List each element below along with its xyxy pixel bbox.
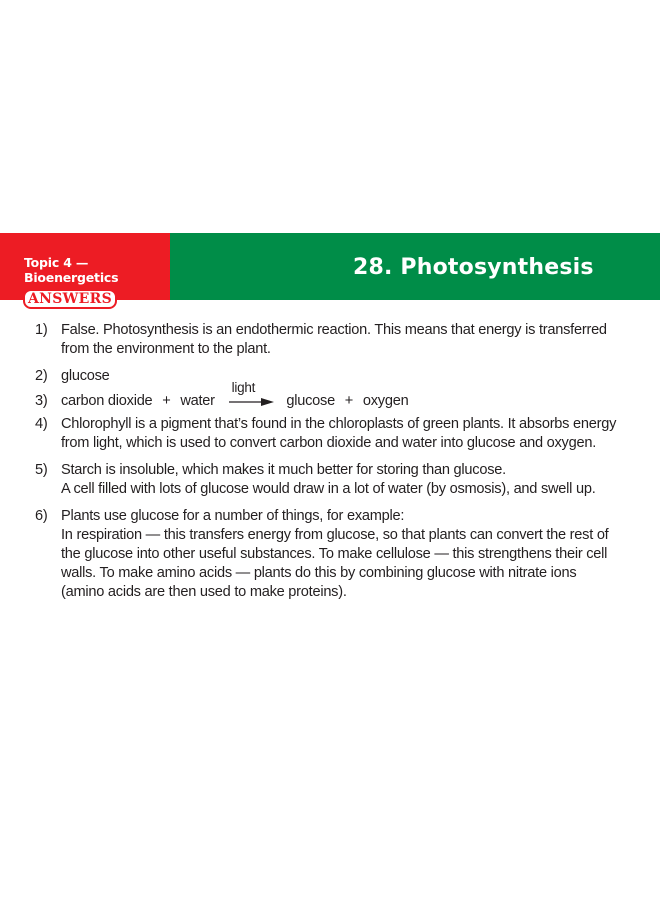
plus-sign: + xyxy=(162,393,171,409)
answers-badge: ANSWERS xyxy=(23,289,117,309)
answer-text-line: A cell filled with lots of glucose would draw in a lot of water (by osmosis), and swell up. xyxy=(61,481,596,497)
reaction-condition: light xyxy=(231,380,256,395)
answer-item-6 xyxy=(0,507,660,602)
answer-item-4 xyxy=(0,415,660,453)
answer-item-2 xyxy=(0,367,660,386)
answer-text-line: Chlorophyll is a pigment that’s found in the chloroplasts of green plants. It absorbs energy xyxy=(61,416,617,432)
reaction-arrow xyxy=(229,380,275,411)
answer-text-line: glucose xyxy=(61,368,110,384)
answer-number: 1) xyxy=(35,322,48,338)
reactant-water: water xyxy=(180,393,215,409)
answer-text-line: the glucose into other useful substances. To make cellulose — this strengthens their cell xyxy=(61,546,608,562)
topic-number: Topic 4 — xyxy=(24,255,89,270)
answer-text-line: In respiration — this transfers energy from glucose, so that plants can convert the rest of xyxy=(61,527,609,543)
answer-text-line: walls. To make amino acids — plants do this by combining glucose with nitrate ions xyxy=(61,565,577,581)
answer-text-line: from light, which is used to convert carbon dioxide and water into glucose and oxygen. xyxy=(61,435,597,451)
answer-number: 4) xyxy=(35,416,48,432)
answer-item-5 xyxy=(0,461,660,499)
answer-number: 2) xyxy=(35,368,48,384)
topic-name: Bioenergetics xyxy=(24,270,119,285)
answer-item-3 xyxy=(0,380,660,411)
answer-item-1 xyxy=(0,321,660,359)
answer-text-line: Plants use glucose for a number of things, for example: xyxy=(61,508,405,524)
plus-sign: + xyxy=(344,393,354,409)
answer-text-line: (amino acids are then used to make proteins). xyxy=(61,584,347,600)
product-glucose: glucose xyxy=(286,393,335,409)
answer-text-line: Starch is insoluble, which makes it much better for storing than glucose. xyxy=(61,462,506,478)
right-arrow-icon xyxy=(229,397,275,407)
word-equation xyxy=(61,380,646,411)
answer-number: 6) xyxy=(35,508,48,524)
answers-list xyxy=(0,321,660,602)
answer-text-line: from the environment to the plant. xyxy=(61,341,271,357)
product-oxygen: oxygen xyxy=(362,393,409,409)
answer-number: 3) xyxy=(35,393,48,409)
title-panel xyxy=(170,233,660,300)
reactant-carbon-dioxide: carbon dioxide xyxy=(61,393,153,409)
topic-label xyxy=(24,255,118,285)
answer-number: 5) xyxy=(35,462,48,478)
answer-text-line: False. Photosynthesis is an endothermic reaction. This means that energy is transferred xyxy=(61,322,607,338)
page-title: 28. Photosynthesis xyxy=(353,255,594,280)
